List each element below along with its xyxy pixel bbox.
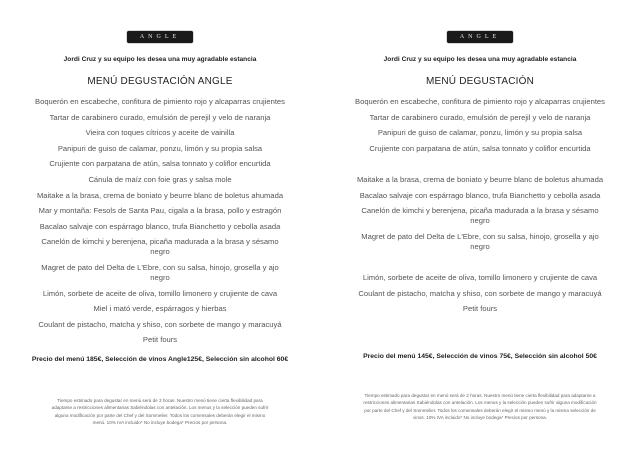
dish-item: Bacalao salvaje con espárrago blanco, trufa Bianchetto y cebolla asada — [359, 190, 601, 200]
dish-item: Canelón de kimchi y berenjena, picaña madurada a la brasa y sésamo negro — [41, 237, 279, 257]
dish-item: Boquerón en escabeche, confitura de pimiento rojo y alcaparras crujientes — [355, 97, 605, 106]
dish-list — [320, 97, 640, 320]
angle-logo: ANGLE — [127, 31, 193, 43]
menu-page-degustacion — [320, 0, 640, 452]
tagline: Jordi Cruz y su equipo les desea una muy agradable estancia — [63, 56, 257, 63]
dish-item: Miel i mató verde, espárragos y hierbas — [93, 304, 227, 314]
dish-item: Crujiente con parpatana de atún, salsa tonnato y coliflor encurtida — [49, 159, 271, 169]
dish-item: Panipuri de guiso de calamar, ponzu, limón y su propia salsa — [57, 143, 263, 153]
menu-title: MENÚ DEGUSTACIÓN — [425, 76, 535, 87]
menu-price: Precio del menú 185€, Selección de vinos Angle125€, Selección sin alcohol 60€ — [31, 356, 289, 363]
dish-item: Magret de pato del Delta de L'Ebre, con su salsa, hinojo, grosella y ajo negro — [41, 262, 279, 282]
dish-item: Coulant de pistacho, matcha y shiso, con sorbete de mango y maracuyá — [358, 288, 602, 298]
dish-list — [0, 97, 320, 351]
dish-item: Limón, sorbete de aceite de oliva, tomillo limonero y crujiente de cava — [362, 272, 598, 282]
dish-item: Petit fours — [462, 304, 498, 314]
dish-item: Magret de pato del Delta de L'Ebre, con su salsa, hinojo, grosella y ajo negro — [361, 231, 599, 251]
dish-item: Boquerón en escabeche, confitura de pimiento rojo y alcaparras crujientes — [35, 97, 285, 106]
dish-item: Panipuri de guiso de calamar, ponzu, limón y su propia salsa — [377, 128, 583, 138]
dish-item: Maitake a la brasa, crema de boniato y beurre blanc de boletus ahumada — [356, 174, 604, 184]
angle-logo: ANGLE — [447, 31, 513, 43]
dish-item: Petit fours — [142, 335, 178, 345]
dish-item: Maitake a la brasa, crema de boniato y beurre blanc de boletus ahumada — [36, 190, 284, 200]
dish-item: Canelón de kimchi y berenjena, picaña madurada a la brasa y sésamo negro — [361, 206, 599, 226]
menu-title: MENÚ DEGUSTACIÓN ANGLE — [87, 76, 233, 87]
footer-note: Tiempo estimado para degustar en menú será de 2 horas. Nuestro menú tiene cierta flexibilidad para adaptarse a restricciones alimentarias Sabiéndolas con antelación. Los menus y la selección pueden sufrir alguna modificación por parte del Chef y del Sommelier. Todos los comensales deberán elegir el mismo menú y la misma selección de vinos. 10% IVA incluido* No incluye bodega* Precios por persona. — [363, 393, 597, 421]
dish-item: Bacalao salvaje con espárrago blanco, trufa Bianchetto y cebolla asada — [39, 221, 281, 231]
dish-item: Crujiente con parpatana de atún, salsa tonnato y coliflor encurtida — [369, 143, 591, 153]
dish-item: Vieira con toques cítricos y aceite de vainilla — [85, 128, 235, 138]
dish-item: Tartar de carabinero curado, emulsión de perejil y velo de naranja — [369, 112, 591, 122]
dish-item: Limón, sorbete de aceite de oliva, tomillo limonero y crujiente de cava — [42, 288, 278, 298]
footer-note: Tiempo estimado para degustar en menú será de 3 horas. Nuestro menú tiene cierta flexibilidad para adaptarse a restricciones alimentarias Sabiéndolas con antelación. Los menus y la selección pueden sufrir alguna modificación por parte del Chef y del Sommelier. Todos los comensales deberán elegir el mismo menú. 10% IVA incluido* No incluye bodega* Precios por persona. — [51, 398, 269, 426]
spacer — [320, 159, 640, 175]
menu-price: Precio del menú 145€, Selección de vinos 75€, Selección sin alcohol 50€ — [363, 353, 597, 360]
tagline: Jordi Cruz y su equipo les desea una muy agradable estancia — [383, 56, 577, 63]
dish-item: Cánula de maíz con foie gras y salsa mole — [88, 174, 232, 184]
dish-item: Coulant de pistacho, matcha y shiso, con sorbete de mango y maracuyá — [38, 319, 282, 329]
dish-item: Tartar de carabinero curado, emulsión de perejil y velo de naranja — [49, 112, 271, 122]
dish-item: Mar y montaña: Fesols de Santa Pau, cigala a la brasa, pollo y estragón — [38, 206, 282, 216]
spacer — [320, 257, 640, 273]
